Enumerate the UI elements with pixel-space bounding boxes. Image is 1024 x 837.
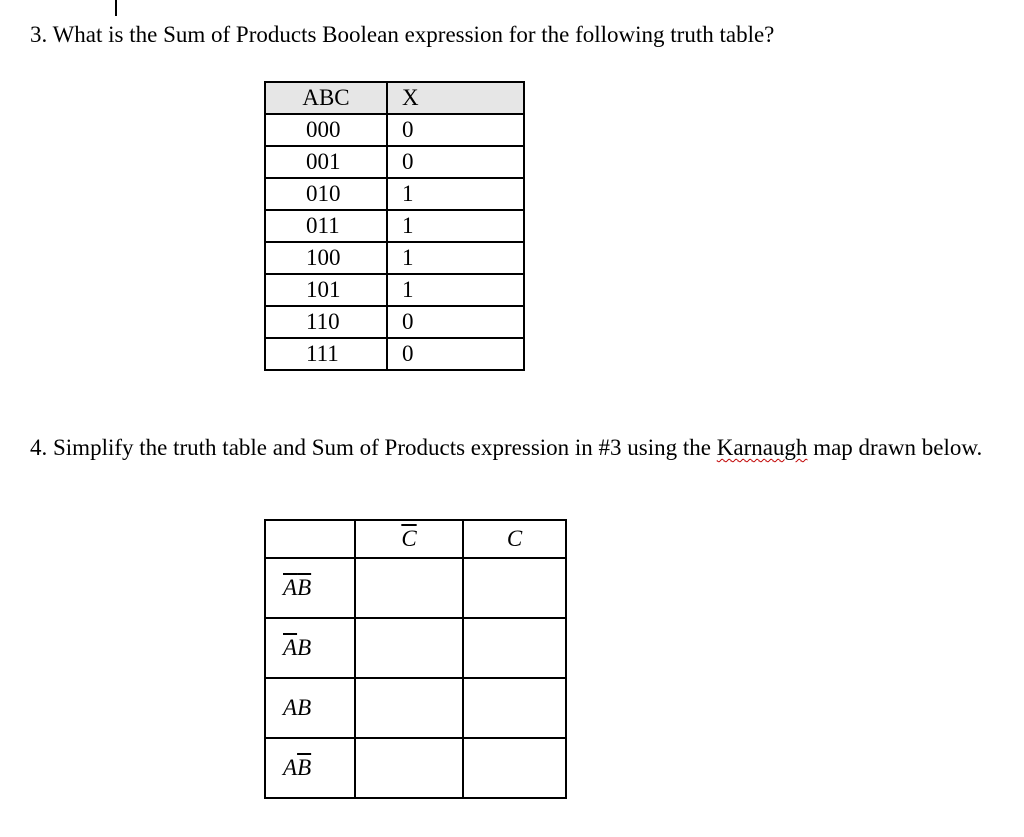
truth-table-row <box>265 306 524 338</box>
truth-table-cell-x: 1 <box>387 274 524 306</box>
kmap-row <box>265 678 566 738</box>
kmap-row <box>265 618 566 678</box>
truth-table-header-row <box>265 82 524 114</box>
kmap-column-header-label: C <box>506 526 523 551</box>
truth-table-cell-abc: 011 <box>265 210 387 242</box>
truth-table-cell-x: 1 <box>387 178 524 210</box>
kmap-row-label <box>265 678 355 738</box>
kmap-row-label-b: B <box>297 635 312 660</box>
kmap-header-row <box>265 520 566 558</box>
kmap-row-label <box>265 618 355 678</box>
kmap-row-label-b: B <box>297 695 312 720</box>
kmap-cell[interactable] <box>355 558 463 618</box>
truth-table-row <box>265 274 524 306</box>
question-3-text: 3. What is the Sum of Products Boolean expression for the following truth table? <box>30 22 775 47</box>
kmap-cell[interactable] <box>463 678 566 738</box>
truth-table-cell-abc: 111 <box>265 338 387 370</box>
truth-table <box>264 81 525 371</box>
kmap-row-label-a: A <box>283 695 298 720</box>
truth-table-row <box>265 242 524 274</box>
kmap-row-label-a: $\overline{A}$ <box>283 575 298 600</box>
kmap-corner-cell <box>265 520 355 558</box>
truth-table-cell-x: 0 <box>387 338 524 370</box>
kmap-column-header-label: $\overline{C}$ <box>401 526 417 551</box>
kmap-cell[interactable] <box>463 618 566 678</box>
kmap-cell[interactable] <box>463 558 566 618</box>
kmap-cell[interactable] <box>355 738 463 798</box>
truth-table-cell-x: 1 <box>387 210 524 242</box>
kmap-column-header <box>463 520 566 558</box>
kmap-cell[interactable] <box>355 678 463 738</box>
kmap-row-label <box>265 558 355 618</box>
kmap-row-label-a: A <box>283 755 298 780</box>
truth-table-cell-abc: 100 <box>265 242 387 274</box>
kmap-row-label-a: $\overline{A}$ <box>283 635 298 660</box>
truth-table-cell-abc: 000 <box>265 114 387 146</box>
kmap-cell[interactable] <box>355 618 463 678</box>
truth-table-row <box>265 146 524 178</box>
kmap-row-label-b: $\overline{B}$ <box>297 575 312 600</box>
truth-table-cell-abc: 110 <box>265 306 387 338</box>
question-4-text <box>30 433 1010 463</box>
truth-table-cell-x: 0 <box>387 146 524 178</box>
kmap-row-label <box>265 738 355 798</box>
truth-table-cell-abc: 010 <box>265 178 387 210</box>
question-4-underlined-word: Karnaugh <box>716 435 808 460</box>
truth-table-header-abc: ABC <box>265 82 387 114</box>
kmap-row <box>265 738 566 798</box>
kmap-cell[interactable] <box>463 738 566 798</box>
question-4-text-after: map drawn below. <box>807 435 983 460</box>
question-4-text-before: 4. Simplify the truth table and Sum of Products expression in #3 using the <box>30 435 717 460</box>
kmap-row-label-b: $\overline{B}$ <box>297 755 312 780</box>
truth-table-header-x: X <box>387 82 524 114</box>
truth-table-cell-x: 1 <box>387 242 524 274</box>
truth-table-cell-x: 0 <box>387 306 524 338</box>
truth-table-row <box>265 114 524 146</box>
kmap-row <box>265 558 566 618</box>
karnaugh-map <box>264 519 567 799</box>
truth-table-row <box>265 210 524 242</box>
truth-table-row <box>265 178 524 210</box>
truth-table-row <box>265 338 524 370</box>
kmap-column-header <box>355 520 463 558</box>
text-cursor-mark <box>115 0 117 16</box>
truth-table-cell-abc: 001 <box>265 146 387 178</box>
truth-table-cell-x: 0 <box>387 114 524 146</box>
truth-table-cell-abc: 101 <box>265 274 387 306</box>
